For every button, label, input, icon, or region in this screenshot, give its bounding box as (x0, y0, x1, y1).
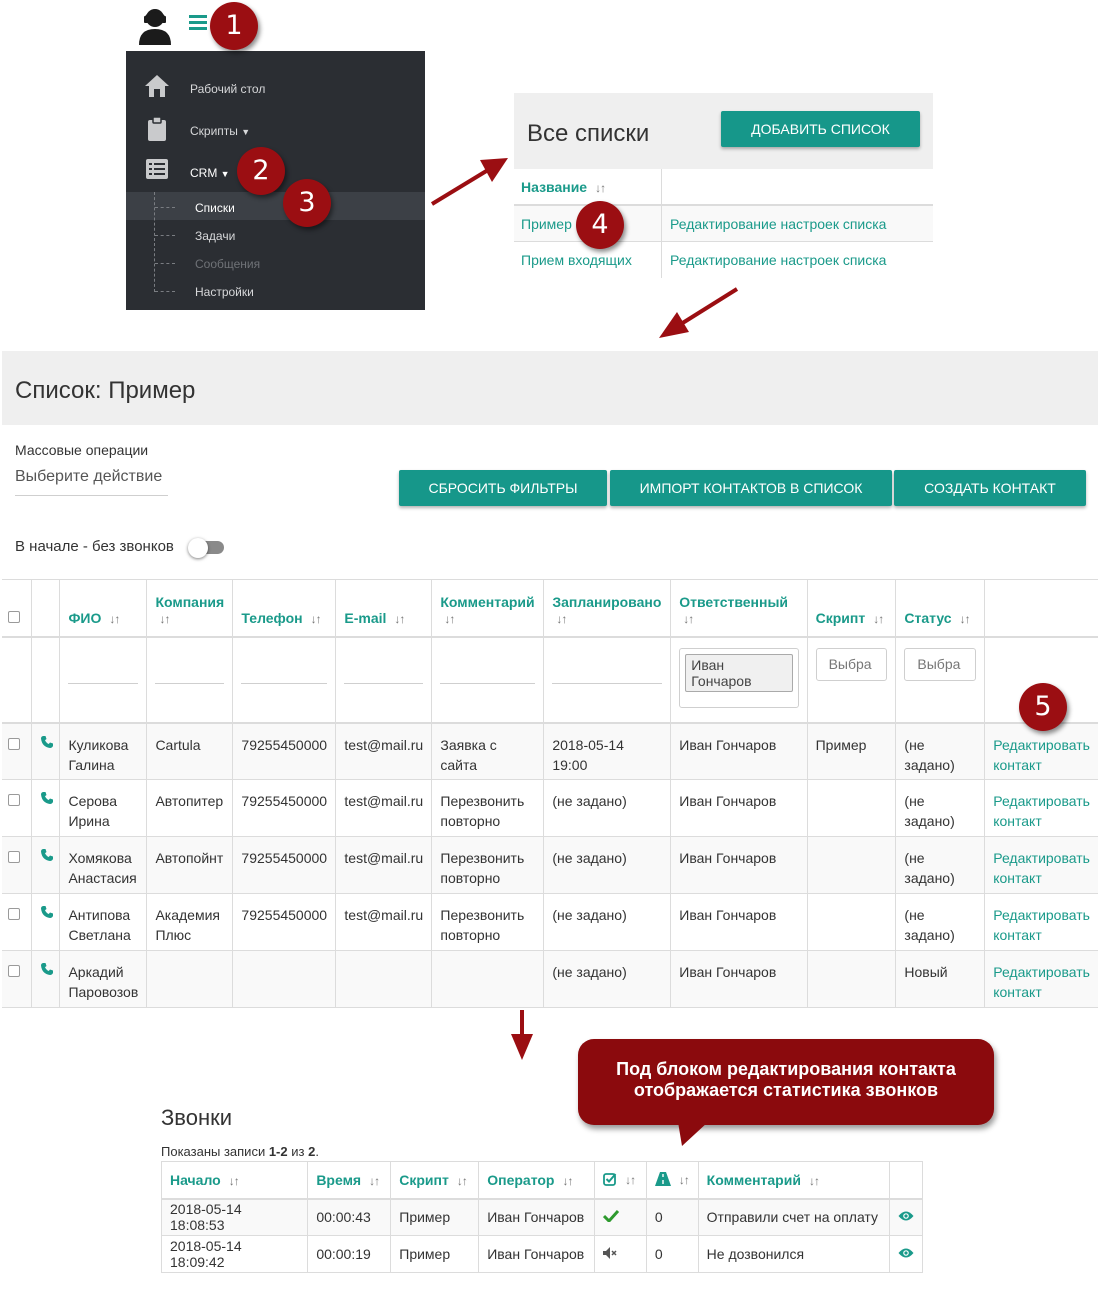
cell-email: test@mail.ru (336, 723, 432, 780)
calls-table (161, 1161, 923, 1273)
edit-contact-link[interactable]: Редактировать контакт (993, 850, 1090, 886)
cell-script: Пример (807, 723, 896, 780)
road-icon (655, 1172, 671, 1189)
filter-phone-input[interactable] (241, 669, 327, 684)
cell-responsible: Иван Гончаров (671, 894, 807, 951)
sort-icon: ↓↑ (109, 611, 120, 626)
sidebar-subitem-settings[interactable]: Настройки (195, 285, 254, 299)
sidebar-item-crm[interactable]: CRM ▼ (190, 166, 230, 180)
cell-script (807, 894, 896, 951)
table-row (2, 894, 1098, 951)
row-checkbox[interactable] (8, 965, 20, 977)
edit-contact-link[interactable]: Редактировать контакт (993, 793, 1090, 829)
cell-start: 2018-05-14 18:08:53 (162, 1199, 308, 1236)
table-row (2, 951, 1098, 1008)
cell-comment: Заявка с сайта (432, 723, 544, 780)
cell-script: Пример (391, 1236, 479, 1273)
hamburger-menu-icon[interactable] (189, 15, 207, 31)
check-square-icon (603, 1172, 617, 1189)
cell-planned: (не задано) (544, 780, 671, 837)
column-header-company[interactable]: Компания ↓↑ (147, 580, 233, 637)
edit-list-settings-link[interactable]: Редактирование настроек списка (670, 216, 887, 232)
cell-responsible: Иван Гончаров (671, 837, 807, 894)
filter-planned-input[interactable] (552, 669, 662, 684)
column-header-name[interactable]: Название ↓↑ (521, 179, 606, 195)
filter-row (2, 637, 1098, 723)
column-header-script[interactable]: Скрипт ↓↑ (807, 580, 896, 637)
cell-attempts: 0 (646, 1236, 698, 1273)
cell-name: Куликова Галина (60, 723, 147, 780)
sort-icon: ↓↑ (683, 611, 694, 626)
cell-comment: Перезвонить повторно (432, 837, 544, 894)
filter-script-select[interactable]: Выбра (816, 648, 888, 681)
calls-title: Звонки (161, 1105, 233, 1130)
cell-comment: Перезвонить повторно (432, 780, 544, 837)
sort-icon: ↓↑ (556, 611, 567, 626)
toggle-label: В начале - без звонков (15, 538, 174, 555)
table-row (2, 723, 1098, 780)
row-checkbox[interactable] (8, 851, 20, 863)
cell-comment: Перезвонить повторно (432, 894, 544, 951)
cell-status: (не задано) (896, 837, 985, 894)
callout-badge-1: 1 (210, 2, 258, 50)
sidebar-subitem-tasks[interactable]: Задачи (195, 229, 236, 243)
cell-comment (432, 951, 544, 1008)
cell-company: Академия Плюс (147, 894, 233, 951)
eye-icon[interactable] (898, 1246, 914, 1262)
sort-icon: ↓↑ (456, 1173, 467, 1188)
filter-comment-input[interactable] (440, 669, 535, 684)
cell-company: Автопойнт (147, 837, 233, 894)
filter-company-input[interactable] (155, 669, 224, 684)
cell-responsible: Иван Гончаров (671, 780, 807, 837)
callout-badge-4: 4 (576, 201, 624, 249)
row-checkbox[interactable] (8, 908, 20, 920)
cell-responsible: Иван Гончаров (671, 951, 807, 1008)
cell-planned: (не задано) (544, 894, 671, 951)
cell-status: (не задано) (896, 894, 985, 951)
callout-bubble: Под блоком редактирования контакта отображается статистика звонков (578, 1039, 994, 1125)
sort-icon: ↓↑ (228, 1173, 239, 1188)
mass-ops-label: Массовые операции (15, 442, 149, 458)
cell-email: test@mail.ru (336, 894, 432, 951)
selected-tag[interactable]: Иван Гончаров (685, 654, 792, 692)
column-header-email[interactable]: E-mail ↓↑ (336, 580, 432, 637)
cell-company (147, 951, 233, 1008)
cell-status: Новый (896, 951, 985, 1008)
cell-result (595, 1199, 647, 1236)
column-header-operator[interactable]: Оператор ↓↑ (479, 1162, 595, 1199)
filter-email-input[interactable] (344, 669, 423, 684)
no-calls-toggle[interactable] (188, 538, 224, 556)
sort-icon: ↓↑ (625, 1172, 636, 1187)
cell-planned: 2018-05-14 19:00 (544, 723, 671, 780)
page-title: Список: Пример (15, 377, 196, 404)
caret-down-icon: ▼ (220, 169, 230, 179)
contacts-table (2, 579, 1098, 1008)
home-icon (144, 74, 170, 100)
arrow-down-left-icon (655, 286, 741, 342)
edit-list-settings-link[interactable]: Редактирование настроек списка (670, 252, 887, 268)
cell-company: Автопитер (147, 780, 233, 837)
cell-script (807, 837, 896, 894)
cell-duration: 00:00:19 (308, 1236, 391, 1273)
column-header-result[interactable] (595, 1162, 647, 1199)
avatar[interactable] (137, 7, 173, 45)
cell-email: test@mail.ru (336, 837, 432, 894)
cell-planned: (не задано) (544, 837, 671, 894)
sort-icon: ↓↑ (159, 611, 170, 626)
cell-phone: 79255450000 (233, 780, 336, 837)
cell-status: (не задано) (896, 723, 985, 780)
volume-mute-icon (603, 1246, 617, 1262)
cell-name: Хомякова Анастасия (60, 837, 147, 894)
cell-responsible: Иван Гончаров (671, 723, 807, 780)
sidebar-subitem-messages[interactable]: Сообщения (195, 257, 261, 271)
cell-phone: 79255450000 (233, 723, 336, 780)
select-all-checkbox[interactable] (8, 611, 20, 623)
column-header-planned[interactable]: Запланировано ↓↑ (544, 580, 671, 637)
list-name-link[interactable]: Прием входящих (521, 252, 632, 268)
cell-name: Аркадий Паровозов (60, 951, 147, 1008)
cell-attempts: 0 (646, 1199, 698, 1236)
callout-pointer (678, 1122, 710, 1148)
import-contacts-button[interactable]: ИМПОРТ КОНТАКТОВ В СПИСОК (610, 470, 892, 506)
sort-icon: ↓↑ (873, 611, 884, 626)
phone-call-icon[interactable] (40, 963, 54, 979)
caret-down-icon: ▼ (241, 127, 251, 137)
success-check-icon (603, 1209, 619, 1225)
column-header-fio[interactable]: ФИО ↓↑ (60, 580, 147, 637)
list-name-link[interactable]: Пример (521, 216, 572, 232)
filter-fio-input[interactable] (68, 669, 138, 684)
row-checkbox[interactable] (8, 738, 20, 750)
cell-email: test@mail.ru (336, 780, 432, 837)
column-header-attempts[interactable] (646, 1162, 698, 1199)
cell-script (807, 780, 896, 837)
callout-badge-5: 5 (1019, 683, 1067, 731)
clipboard-icon (147, 116, 173, 142)
cell-phone (233, 951, 336, 1008)
sidebar-item-desktop[interactable]: Рабочий стол (190, 82, 266, 96)
phone-call-icon[interactable] (40, 849, 54, 865)
phone-call-icon[interactable] (40, 906, 54, 922)
cell-company: Cartula (147, 723, 233, 780)
calls-summary: Показаны записи 1-2 из 2. (161, 1144, 319, 1159)
cell-name: Серова Ирина (60, 780, 147, 837)
sort-icon: ↓↑ (394, 611, 405, 626)
callout-badge-2: 2 (237, 147, 285, 195)
column-header-phone[interactable]: Телефон ↓↑ (233, 580, 336, 637)
table-row (514, 242, 933, 278)
cell-start: 2018-05-14 18:09:42 (162, 1236, 308, 1273)
table-row (162, 1236, 923, 1273)
cell-phone: 79255450000 (233, 894, 336, 951)
cell-result (595, 1236, 647, 1273)
sort-icon: ↓↑ (959, 611, 970, 626)
sort-icon: ↓↑ (808, 1173, 819, 1188)
phone-call-icon[interactable] (40, 792, 54, 808)
cell-duration: 00:00:43 (308, 1199, 391, 1236)
sort-icon: ↓↑ (562, 1173, 573, 1188)
arrow-right-up-icon (428, 152, 512, 208)
cell-status: (не задано) (896, 780, 985, 837)
phone-call-icon[interactable] (40, 736, 54, 752)
sort-icon: ↓↑ (369, 1173, 380, 1188)
mass-ops-select[interactable]: Выберите действие (15, 468, 168, 496)
callout-badge-3: 3 (283, 179, 331, 227)
cell-script (807, 951, 896, 1008)
sort-icon: ↓↑ (678, 1172, 689, 1187)
column-header-duration[interactable]: Время ↓↑ (308, 1162, 391, 1199)
sidebar-sub-active-bg (126, 192, 425, 220)
all-lists-title: Все списки (527, 120, 650, 147)
cell-comment: Отправили счет на оплату (698, 1199, 889, 1236)
table-row (2, 780, 1098, 837)
column-header-start[interactable]: Начало ↓↑ (162, 1162, 308, 1199)
cell-script: Пример (391, 1199, 479, 1236)
column-header-status[interactable]: Статус ↓↑ (896, 580, 985, 637)
cell-comment: Не дозвонился (698, 1236, 889, 1273)
sort-icon: ↓↑ (444, 611, 455, 626)
column-header-comment[interactable]: Комментарий ↓↑ (698, 1162, 889, 1199)
edit-contact-link[interactable]: Редактировать контакт (993, 964, 1090, 1000)
create-contact-button[interactable]: СОЗДАТЬ КОНТАКТ (894, 470, 1086, 506)
sort-icon: ↓↑ (310, 611, 321, 626)
cell-planned: (не задано) (544, 951, 671, 1008)
filter-status-select[interactable]: Выбра (904, 648, 976, 681)
table-row (2, 837, 1098, 894)
column-header-responsible[interactable]: Ответственный ↓↑ (671, 580, 807, 637)
table-row (162, 1199, 923, 1236)
reset-filters-button[interactable]: СБРОСИТЬ ФИЛЬТРЫ (399, 470, 607, 506)
filter-responsible-select[interactable] (679, 648, 798, 708)
sort-icon: ↓↑ (595, 181, 606, 195)
row-checkbox[interactable] (8, 794, 20, 806)
cell-email (336, 951, 432, 1008)
add-list-button[interactable]: ДОБАВИТЬ СПИСОК (721, 111, 920, 147)
edit-contact-link[interactable]: Редактировать контакт (993, 907, 1090, 943)
sidebar-item-scripts[interactable]: Скрипты ▼ (190, 124, 251, 138)
list-icon (146, 159, 172, 185)
cell-operator: Иван Гончаров (479, 1199, 595, 1236)
cell-phone: 79255450000 (233, 837, 336, 894)
cell-name: Антипова Светлана (60, 894, 147, 951)
arrow-down-icon (509, 1008, 535, 1062)
cell-operator: Иван Гончаров (479, 1236, 595, 1273)
column-header-script[interactable]: Скрипт ↓↑ (391, 1162, 479, 1199)
eye-icon[interactable] (898, 1209, 914, 1225)
edit-contact-link[interactable]: Редактировать контакт (993, 736, 1090, 773)
sidebar-subitem-lists[interactable]: Списки (195, 201, 235, 215)
column-header-comment[interactable]: Комментарий ↓↑ (432, 580, 544, 637)
